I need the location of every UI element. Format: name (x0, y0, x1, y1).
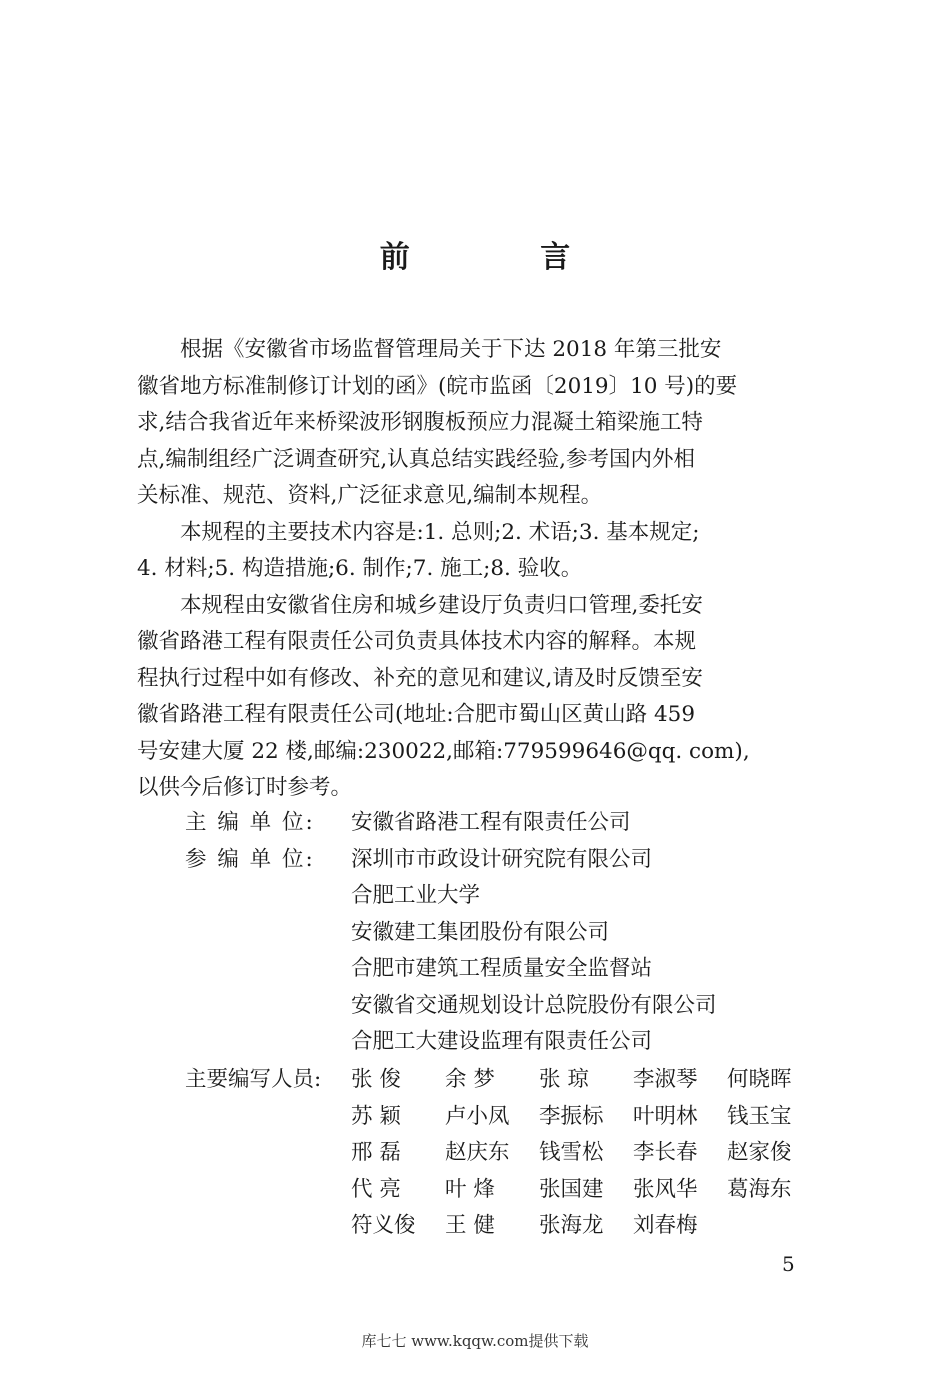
participating-unit-row (137, 878, 717, 915)
text-line: 徽省路港工程有限责任公司负责具体技术内容的解释。本规 (137, 629, 697, 654)
paragraph-1 (137, 332, 815, 515)
paragraph-2 (137, 515, 815, 588)
text-line: 本规程由安徽省住房和城乡建设厅负责归口管理,委托安 (180, 592, 703, 618)
text-line: 徽省地方标准制修订计划的函》(皖市监函〔2019〕10 号)的要 (137, 373, 738, 399)
text-line: 本规程的主要技术内容是:1. 总则;2. 术语;3. 基本规定; (180, 519, 700, 545)
text-line: 以供今后修订时参考。 (137, 775, 353, 800)
participating-unit-label: 参 编 单 位: (185, 846, 315, 872)
drafter-name: 李淑琴 (633, 1067, 698, 1092)
drafter-name: 王 健 (445, 1213, 495, 1238)
participating-unit-value: 安徽省交通规划设计总院股份有限公司 (351, 992, 717, 1018)
drafters-row (351, 1208, 821, 1245)
preface-body (137, 332, 815, 807)
drafter-name: 张风华 (633, 1176, 698, 1202)
chief-unit-value: 安徽省路港工程有限责任公司 (351, 810, 631, 835)
drafters-list (351, 1062, 821, 1245)
drafter-name: 苏 颖 (351, 1103, 401, 1129)
chief-unit-row (137, 805, 717, 842)
drafter-name: 何晓晖 (727, 1067, 792, 1092)
drafter-name: 邢 磊 (351, 1140, 401, 1165)
paragraph-3 (137, 588, 815, 807)
participating-unit-value: 合肥工业大学 (351, 883, 481, 908)
chief-unit-label: 主 编 单 位: (185, 810, 315, 835)
drafters-label: 主要编写人员: (185, 1067, 322, 1092)
participating-unit-value: 合肥市建筑工程质量安全监督站 (351, 956, 653, 981)
text-line: 号安建大厦 22 楼,邮编:230022,邮箱:779599646@qq. com), (137, 738, 750, 764)
participating-unit-row (137, 842, 717, 879)
participating-unit-row (137, 988, 717, 1025)
participating-unit-value: 深圳市市政设计研究院有限公司 (351, 846, 653, 872)
page-number: 5 (782, 1252, 795, 1276)
participating-unit-row (137, 1024, 717, 1061)
drafter-name: 李振标 (539, 1103, 604, 1129)
drafter-name: 张 琼 (539, 1067, 589, 1092)
participating-unit-value: 合肥工大建设监理有限责任公司 (351, 1029, 653, 1054)
text-line: 4. 材料;5. 构造措施;6. 制作;7. 施工;8. 验收。 (137, 556, 583, 581)
drafters-row (351, 1172, 821, 1209)
drafter-name: 代 亮 (351, 1176, 401, 1202)
text-line: 根据《安徽省市场监督管理局关于下达 2018 年第三批安 (180, 337, 722, 362)
page-title: 前 言 (379, 240, 631, 275)
drafters-row (351, 1135, 821, 1172)
drafters-row (351, 1099, 821, 1136)
text-line: 徽省路港工程有限责任公司(地址:合肥市蜀山区黄山路 459 (137, 702, 696, 727)
participating-unit-value: 安徽建工集团股份有限公司 (351, 919, 610, 945)
participating-unit-row (137, 915, 717, 952)
drafter-name: 余 梦 (445, 1067, 495, 1092)
drafter-name: 卢小凤 (445, 1103, 510, 1129)
drafter-name: 叶 烽 (445, 1176, 495, 1202)
drafter-name: 符义俊 (351, 1213, 416, 1238)
drafter-name: 张国建 (539, 1176, 604, 1202)
drafters-row (351, 1062, 821, 1099)
drafter-name: 钱玉宝 (727, 1103, 792, 1129)
drafter-name: 赵家俊 (727, 1140, 792, 1165)
drafter-name: 张海龙 (539, 1213, 604, 1238)
participating-unit-row (137, 951, 717, 988)
drafter-name: 钱雪松 (539, 1140, 604, 1165)
drafter-name: 张 俊 (351, 1067, 401, 1092)
text-line: 求,结合我省近年来桥梁波形钢腹板预应力混凝土箱梁施工特 (137, 410, 703, 435)
text-line: 程执行过程中如有修改、补充的意见和建议,请及时反馈至安 (137, 665, 703, 691)
units-section (137, 805, 717, 1061)
drafter-name: 赵庆东 (445, 1140, 510, 1165)
text-line: 点,编制组经广泛调查研究,认真总结实践经验,参考国内外相 (137, 446, 696, 472)
download-footer: 库七七 www.kqqw.com提供下载 (361, 1332, 589, 1350)
drafter-name: 叶明林 (633, 1103, 698, 1129)
drafter-name: 刘春梅 (633, 1213, 698, 1238)
text-line: 关标准、规范、资料,广泛征求意见,编制本规程。 (137, 483, 603, 508)
drafter-name: 李长春 (633, 1140, 698, 1165)
drafter-name: 葛海东 (727, 1176, 792, 1202)
